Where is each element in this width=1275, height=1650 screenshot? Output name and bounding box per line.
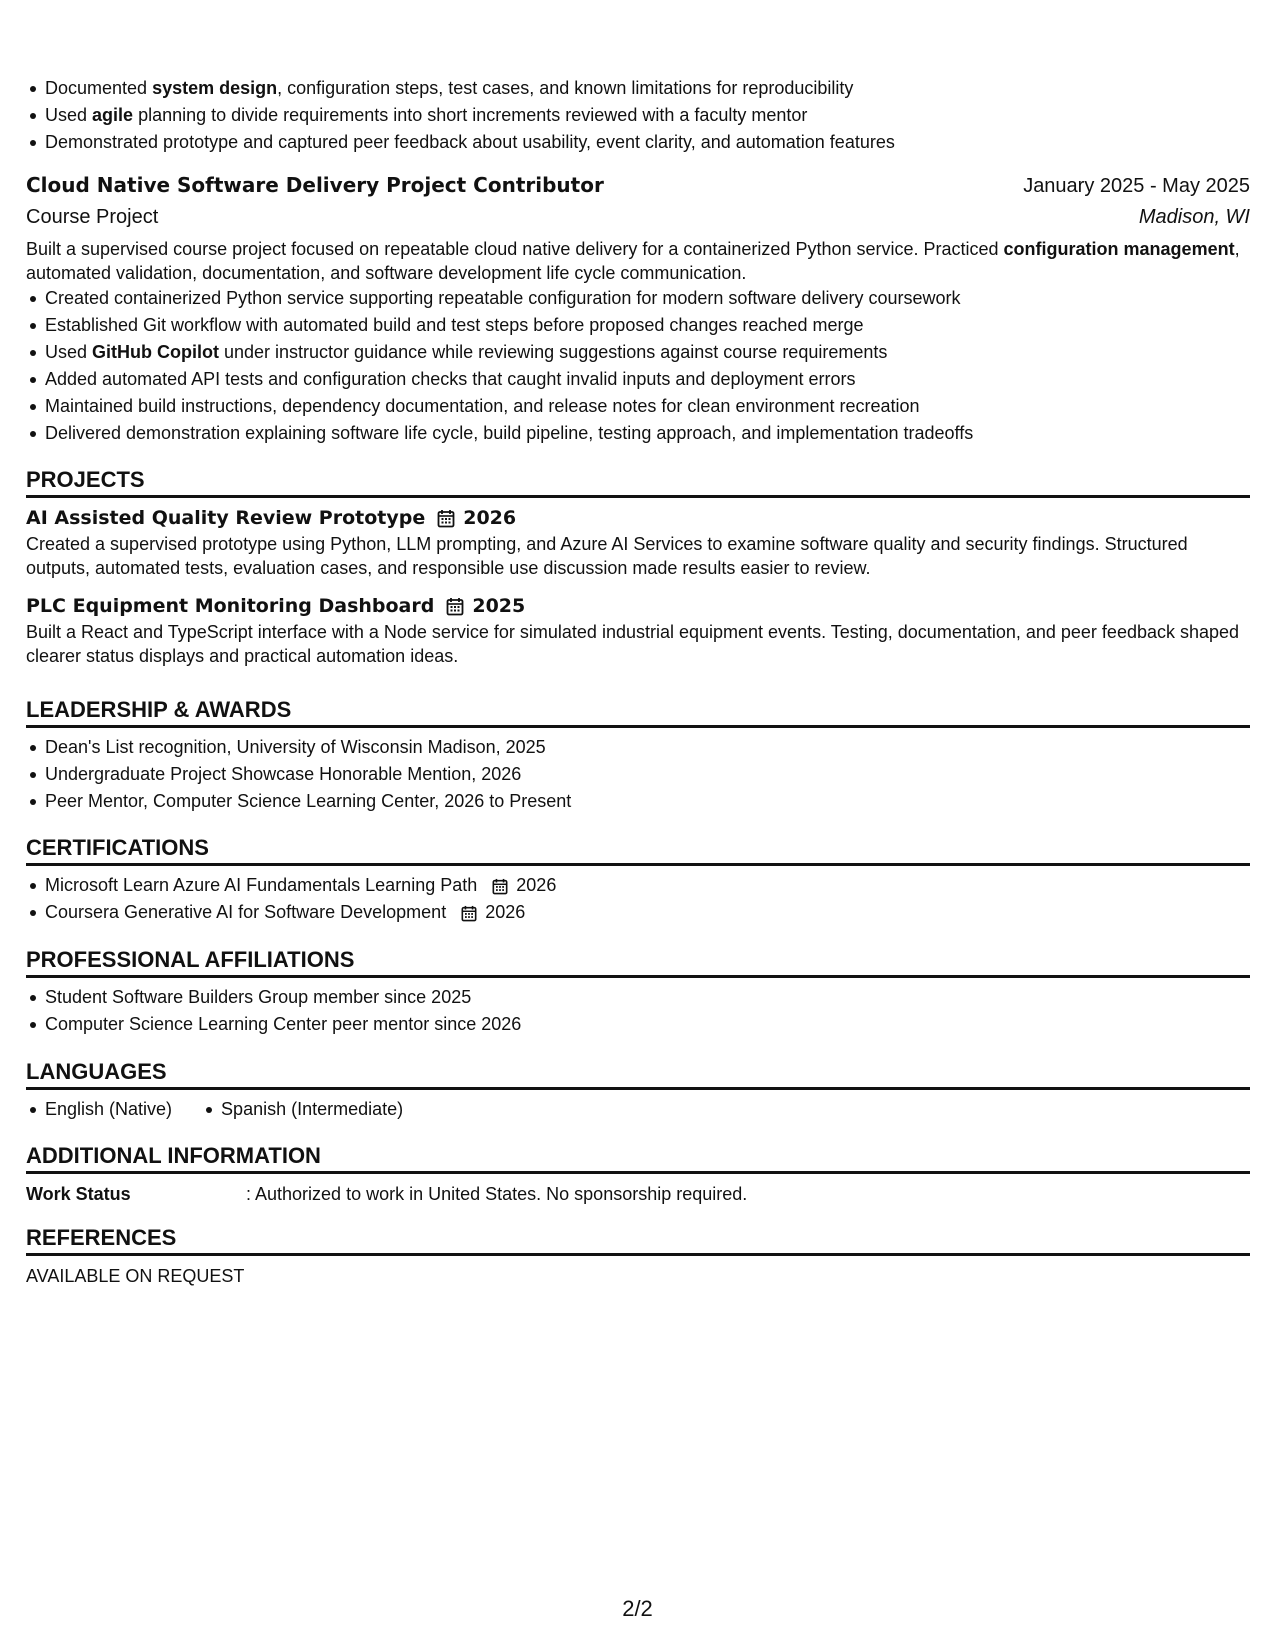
- list-item: Computer Science Learning Center peer mentor since 2026: [26, 1011, 1250, 1038]
- experience-location: Madison, WI: [1138, 206, 1250, 228]
- certification-name: Coursera Generative AI for Software Development: [45, 902, 447, 922]
- references-text: AVAILABLE ON REQUEST: [26, 1266, 245, 1286]
- languages-list: [26, 1096, 1250, 1123]
- project-entry: [26, 592, 1250, 668]
- list-item: Student Software Builders Group member since 2025: [26, 984, 1250, 1011]
- work-status-row: [26, 1182, 1250, 1206]
- project-year: 2025: [472, 595, 526, 617]
- calendar-icon: [437, 509, 455, 528]
- list-item: Added automated API tests and configuration checks that caught invalid inputs and deployment errors: [26, 366, 1250, 393]
- project-description: Built a React and TypeScript interface with a Node service for simulated industrial equipment events. Testing, documentation, and peer feedback shaped clearer status displays and practical automation ideas.: [26, 622, 1240, 666]
- list-item: [26, 899, 1250, 926]
- section-heading-additional: ADDITIONAL INFORMATION: [26, 1143, 1250, 1174]
- list-item: Used GitHub Copilot under instructor guidance while reviewing suggestions against course requirements: [26, 339, 1250, 366]
- certification-year: 2026: [516, 875, 557, 895]
- list-item: Used agile planning to divide requirements into short increments reviewed with a faculty mentor: [26, 102, 895, 129]
- experience-bullets: [26, 285, 1250, 447]
- certifications-list: [26, 872, 1250, 926]
- references-section: [26, 1225, 1250, 1288]
- leadership-list: [26, 734, 1250, 815]
- project-entry: [26, 504, 1250, 580]
- additional-info-section: [26, 1143, 1250, 1206]
- certification-year: 2026: [485, 902, 526, 922]
- calendar-icon: [461, 905, 477, 922]
- leadership-section: [26, 697, 1250, 815]
- experience-summary: Built a supervised course project focused on repeatable cloud native delivery for a containerized Python service. Practiced configuration management, automated validation, documentation, and software development life cycle communication.: [26, 239, 1240, 283]
- affiliations-section: [26, 947, 1250, 1038]
- experience-subtitle: Course Project: [26, 206, 159, 228]
- project-year: 2026: [463, 507, 517, 529]
- work-status-label: Work Status: [26, 1184, 131, 1204]
- language-item: English (Native): [26, 1096, 172, 1123]
- list-item: Established Git workflow with automated build and test steps before proposed changes reached merge: [26, 312, 1250, 339]
- list-item: Documented system design, configuration steps, test cases, and known limitations for reproducibility: [26, 75, 895, 102]
- list-item: Maintained build instructions, dependency documentation, and release notes for clean environment recreation: [26, 393, 1250, 420]
- section-heading-certifications: CERTIFICATIONS: [26, 835, 1250, 866]
- section-heading-references: REFERENCES: [26, 1225, 1250, 1256]
- calendar-icon: [446, 597, 464, 616]
- project-title: PLC Equipment Monitoring Dashboard: [26, 595, 435, 617]
- certification-name: Microsoft Learn Azure AI Fundamentals Learning Path: [45, 875, 478, 895]
- section-heading-leadership: LEADERSHIP & AWARDS: [26, 697, 1250, 728]
- continued-bullet-list: [26, 75, 895, 156]
- list-item: Dean's List recognition, University of Wisconsin Madison, 2025: [26, 734, 1250, 761]
- list-item: Peer Mentor, Computer Science Learning Center, 2026 to Present: [26, 788, 1250, 815]
- project-description: Created a supervised prototype using Python, LLM prompting, and Azure AI Services to examine software quality and security findings. Structured outputs, automated tests, evaluation cases, and responsible use discussion made results easier to review.: [26, 534, 1188, 578]
- section-heading-affiliations: PROFESSIONAL AFFILIATIONS: [26, 947, 1250, 978]
- list-item: Delivered demonstration explaining software life cycle, build pipeline, testing approach, and implementation tradeoffs: [26, 420, 1250, 447]
- list-item: Undergraduate Project Showcase Honorable Mention, 2026: [26, 761, 1250, 788]
- language-item: Spanish (Intermediate): [202, 1096, 403, 1123]
- projects-section: [26, 467, 1250, 668]
- experience-title: Cloud Native Software Delivery Project Contributor: [26, 173, 604, 197]
- experience-entry: [26, 170, 1250, 447]
- list-item: Demonstrated prototype and captured peer feedback about usability, event clarity, and automation features: [26, 129, 895, 156]
- project-title: AI Assisted Quality Review Prototype: [26, 507, 426, 529]
- list-item: Created containerized Python service supporting repeatable configuration for modern software delivery coursework: [26, 285, 1250, 312]
- list-item: [26, 872, 1250, 899]
- certifications-section: [26, 835, 1250, 926]
- languages-section: [26, 1059, 1250, 1123]
- section-heading-languages: LANGUAGES: [26, 1059, 1250, 1090]
- calendar-icon: [492, 878, 508, 895]
- work-status-value: : Authorized to work in United States. No sponsorship required.: [246, 1184, 748, 1204]
- section-heading-projects: PROJECTS: [26, 467, 1250, 498]
- experience-dates: January 2025 - May 2025: [1023, 175, 1250, 197]
- affiliations-list: [26, 984, 1250, 1038]
- page-number: 2/2: [622, 1596, 653, 1621]
